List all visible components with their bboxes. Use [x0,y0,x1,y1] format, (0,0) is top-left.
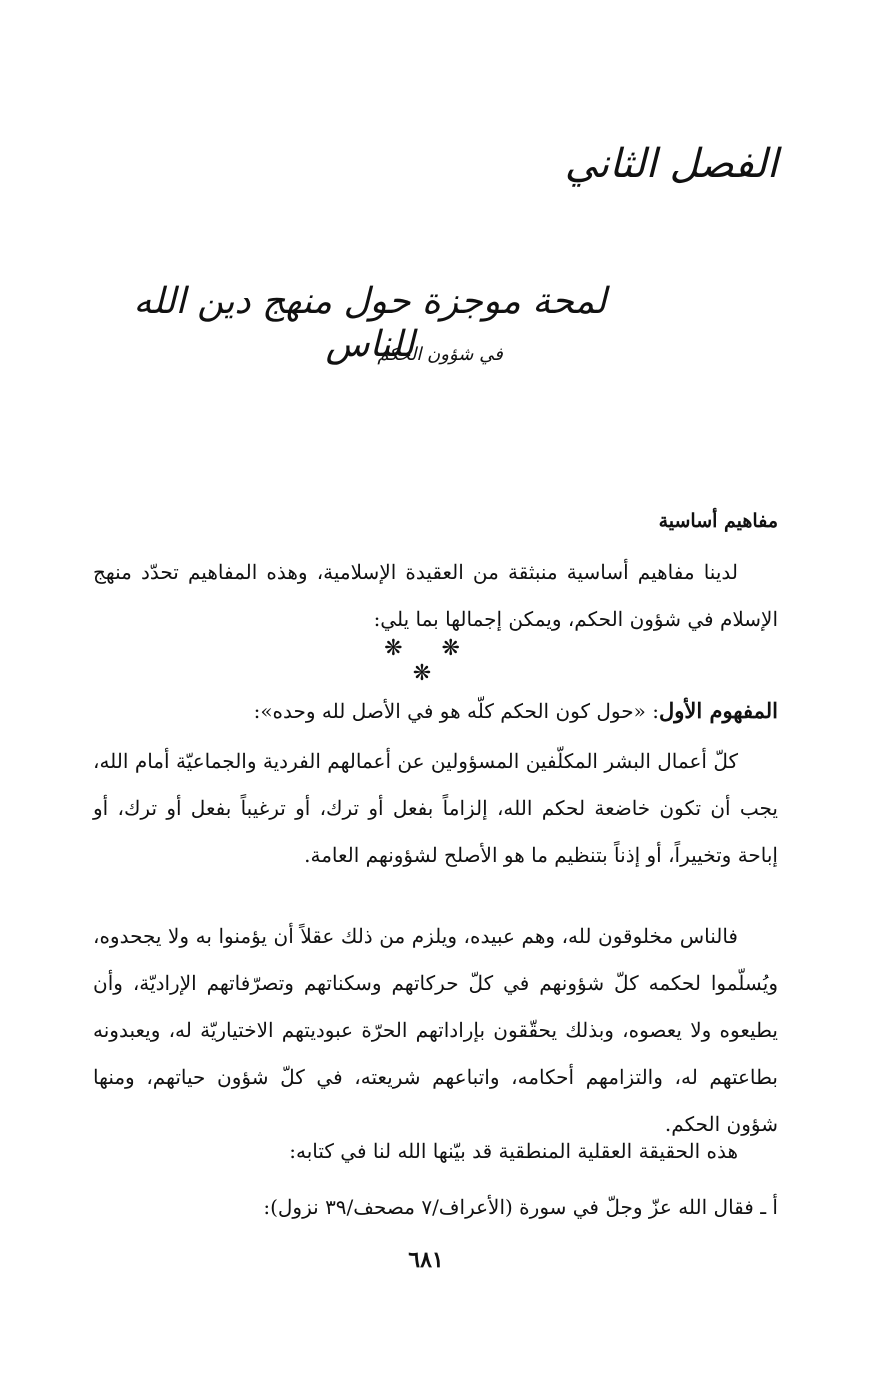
section-separator: ❋ ❋ ❋ [384,636,476,686]
concept-label: المفهوم الأول [658,698,778,723]
concept-text: : «حول كون الحكم كلّه هو في الأصل لله وحده»: [253,699,659,723]
chapter-title: الفصل الثاني [564,141,778,187]
main-title: لمحة موجزة حول منهج دين الله للناس [133,281,607,366]
item-a-line: أ ـ فقال الله عزّ وجلّ في سورة (الأعراف/٧ مصحف/٣٩ نزول): [263,1195,778,1219]
intro-text: لدينا مفاهيم أساسية منبثقة من العقيدة الإسلامية، وهذه المفاهيم تحدّد منهج الإسلام في شؤون الحكم، ويمكن إجمالها بما يلي: [93,560,778,631]
subtitle: في شؤون الحكم [377,344,503,365]
truth-line: هذه الحقيقة العقلية المنطقية قد بيّنها الله لنا في كتابه: [289,1139,738,1163]
paragraph-second-text: فالناس مخلوقون لله، وهم عبيده، ويلزم من ذلك عقلاً أن يؤمنوا به ولا يجحدوه، ويُسلّموا لحكمه كلّ شؤونهم في كلّ حركاتهم وسكناتهم وتصرّفاتهم الإراديّة، وأن يطيعوه ولا يعصوه، وبذلك يحقّقون بإراداتهم الحرّة عبوديتهم الاختياريّة له، ويعبدونه بطاعتهم له، والتزامهم أحكامه، واتباعهم شريعته، في كلّ شؤون حياتهم، ومنها شؤون الحكم. [93,924,778,1136]
section-heading: مفاهيم أساسية [658,510,778,532]
paragraph-second [93,913,778,1148]
paragraph-first-text: كلّ أعمال البشر المكلّفين المسؤولين عن أعمالهم الفردية والجماعيّة أمام الله، يجب أن تكون خاضعة لحكم الله، إلزاماً بفعل أو ترك، أو ترغيباً بفعل أو ترك، أو إباحة وتخييراً، أو إذناً بتنظيم ما هو الأصلح لشؤونهم العامة. [93,749,778,867]
paragraph-first [93,738,778,879]
concept-heading [93,693,778,729]
intro-paragraph [93,549,778,643]
page-number: ٦٨١ [408,1247,444,1273]
